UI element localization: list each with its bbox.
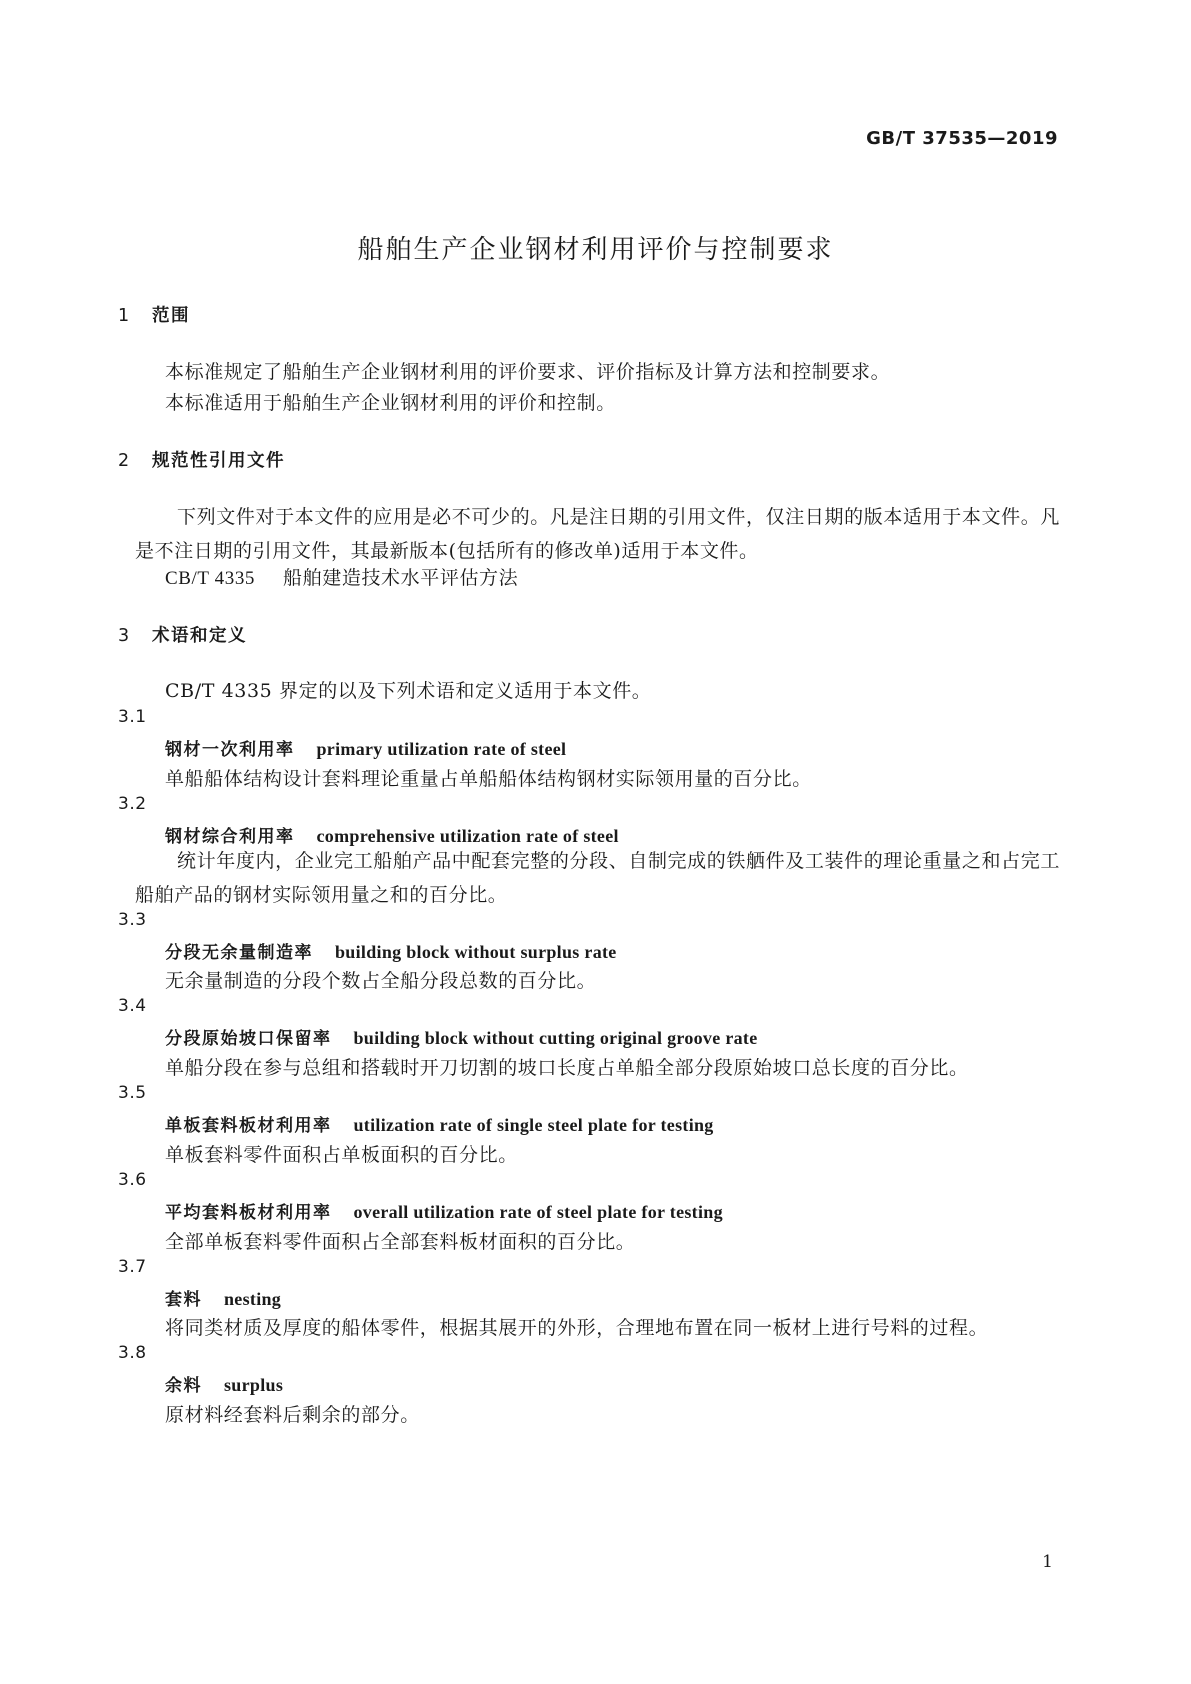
section-title: 术语和定义	[152, 626, 247, 646]
term-zh: 平均套料板材利用率	[165, 1203, 332, 1223]
term-number: 3.5	[118, 1083, 147, 1103]
term-en: surplus	[224, 1375, 284, 1395]
term-number: 3.4	[118, 996, 147, 1016]
section-number: 2	[118, 451, 131, 471]
document-title: 船舶生产企业钢材利用评价与控制要求	[357, 235, 834, 265]
term-number: 3.7	[118, 1257, 147, 1277]
section-1-paragraph-1: 本标准规定了船舶生产企业钢材利用的评价要求、评价指标及计算方法和控制要求。	[165, 361, 891, 383]
term-en: primary utilization rate of steel	[316, 739, 567, 759]
term-number: 3.3	[118, 910, 147, 930]
term-definition: 单板套料零件面积占单板面积的百分比。	[165, 1144, 518, 1166]
term-heading	[165, 1285, 281, 1310]
term-definition: 全部单板套料零件面积占全部套料板材面积的百分比。	[165, 1231, 636, 1253]
term-definition: 原材料经套料后剩余的部分。	[165, 1404, 420, 1426]
term-number: 3.6	[118, 1170, 147, 1190]
standard-code: GB/T 37535—2019	[866, 128, 1058, 149]
section-number: 1	[118, 306, 131, 326]
term-zh: 套料	[165, 1290, 202, 1310]
term-definition: 统计年度内，企业完工船舶产品中配套完整的分段、自制完成的铁舾件及工装件的理论重量之和占完工船舶产品的钢材实际领用量之和的百分比。	[135, 850, 1060, 906]
normative-reference	[165, 563, 518, 590]
term-heading	[165, 938, 617, 963]
term-definition: 无余量制造的分段个数占全船分段总数的百分比。	[165, 970, 597, 992]
section-title: 规范性引用文件	[152, 451, 285, 471]
term-en: comprehensive utilization rate of steel	[316, 826, 619, 846]
term-definition: 单船分段在参与总组和搭载时开刀切割的坡口长度占单船全部分段原始坡口总长度的百分比。	[165, 1057, 969, 1079]
term-zh: 钢材综合利用率	[165, 827, 295, 847]
section-2-heading	[118, 447, 285, 472]
term-number: 3.8	[118, 1343, 147, 1363]
section-2-paragraph: 下列文件对于本文件的应用是必不可少的。凡是注日期的引用文件，仅注日期的版本适用于本文件。凡是不注日期的引用文件，其最新版本(包括所有的修改单)适用于本文件。	[135, 506, 1060, 562]
page-number: 1	[1042, 1552, 1053, 1572]
term-zh: 分段无余量制造率	[165, 943, 313, 963]
section-number: 3	[118, 626, 131, 646]
term-zh: 钢材一次利用率	[165, 740, 295, 760]
term-definition: 将同类材质及厚度的船体零件，根据其展开的外形，合理地布置在同一板材上进行号料的过程。	[165, 1317, 989, 1339]
term-en: building block without surplus rate	[335, 942, 617, 962]
reference-title: 船舶建造技术水平评估方法	[283, 567, 519, 589]
term-en: building block without cutting original groove rate	[353, 1028, 758, 1048]
term-heading	[165, 1024, 758, 1049]
term-number: 3.1	[118, 707, 147, 727]
term-heading	[165, 1198, 723, 1223]
term-heading	[165, 1111, 714, 1136]
section-3-heading	[118, 622, 247, 647]
term-en: overall utilization rate of steel plate for testing	[353, 1202, 723, 1222]
term-zh: 分段原始坡口保留率	[165, 1029, 332, 1049]
section-3-intro: CB/T 4335 界定的以及下列术语和定义适用于本文件。	[165, 680, 652, 702]
term-en: utilization rate of single steel plate for testing	[353, 1115, 714, 1135]
section-1-heading	[118, 302, 190, 327]
reference-code: CB/T 4335	[165, 568, 256, 589]
section-title: 范围	[152, 306, 190, 326]
section-1-paragraph-2: 本标准适用于船舶生产企业钢材利用的评价和控制。	[165, 392, 616, 414]
term-heading	[165, 735, 566, 760]
term-number: 3.2	[118, 794, 147, 814]
term-definition: 单船船体结构设计套料理论重量占单船船体结构钢材实际领用量的百分比。	[165, 768, 812, 790]
term-en: nesting	[224, 1289, 282, 1309]
term-zh: 余料	[165, 1376, 202, 1396]
term-zh: 单板套料板材利用率	[165, 1116, 332, 1136]
term-heading	[165, 1371, 283, 1396]
